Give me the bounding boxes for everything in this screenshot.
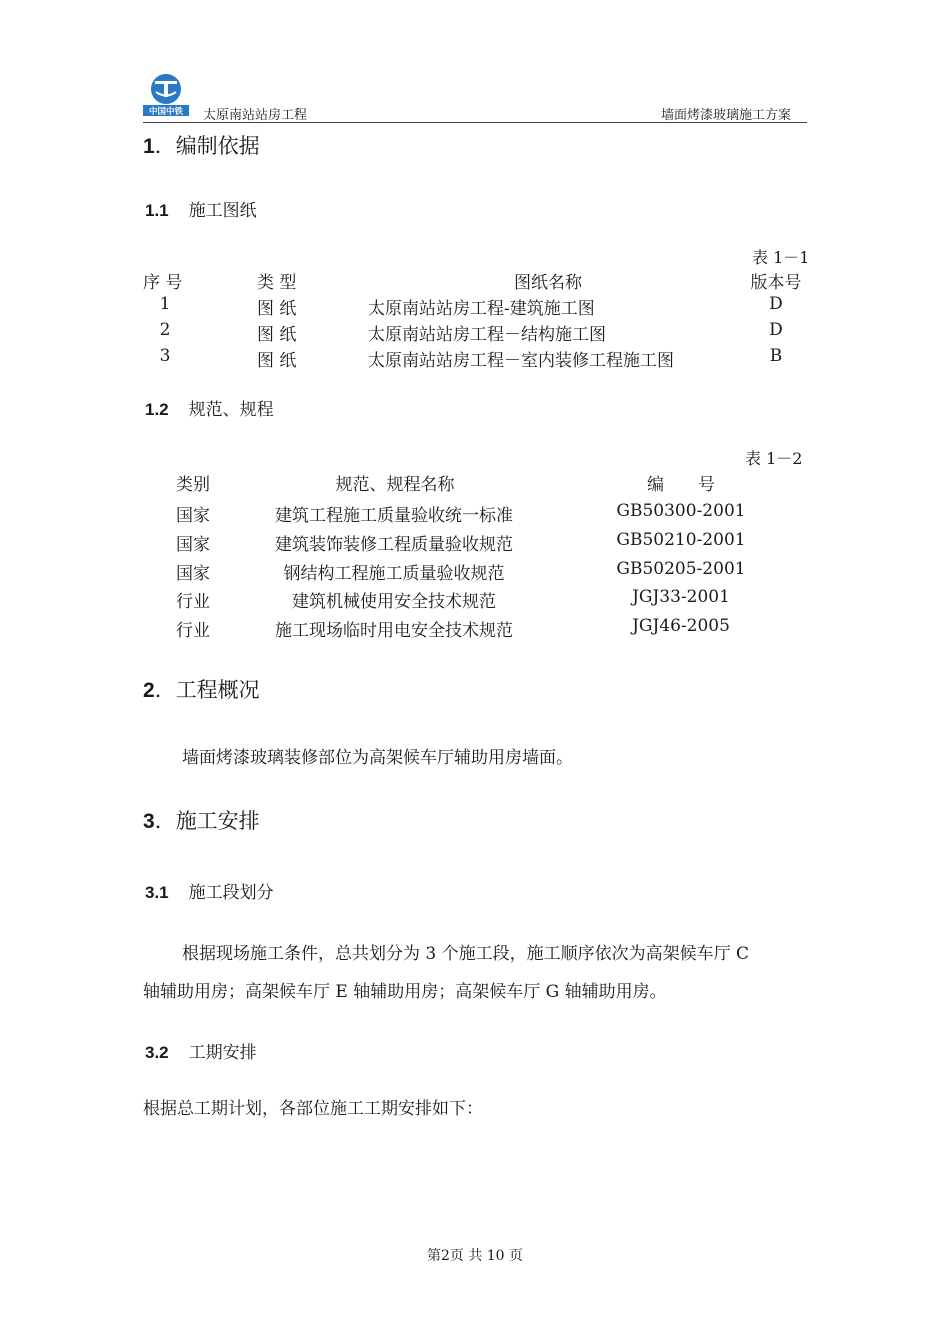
- header-cell-version: 版本号: [750, 273, 802, 293]
- cell-drawing-name: 太原南站站房工程－室内装修工程施工图: [368, 351, 674, 371]
- cell-standard-name: 建筑装饰装修工程质量验收规范: [275, 535, 513, 555]
- cell-standard-name: 施工现场临时用电安全技术规范: [275, 621, 513, 641]
- section-3-1-heading: [145, 878, 274, 903]
- cell-drawing-name: 太原南站站房工程-建筑施工图: [368, 299, 595, 319]
- section-1-1-heading: [145, 196, 257, 221]
- header-divider: [143, 122, 807, 123]
- section-number: 1.1: [145, 201, 169, 220]
- header-cell-standard-name: 规范、规程名称: [335, 475, 455, 495]
- cell-code: GB50300-2001: [616, 501, 746, 521]
- table-1-caption: 表 1－1: [752, 248, 810, 267]
- cell-version: D: [769, 320, 783, 340]
- cell-code: JGJ33-2001: [632, 587, 730, 607]
- section-title: 施工图纸: [188, 201, 257, 221]
- section-title: 工程概况: [175, 678, 260, 702]
- segment-paragraph-line-2: 轴辅助用房；高架候车厅 E 轴辅助用房；高架候车厅 G 轴辅助用房。: [143, 982, 667, 1002]
- table-2-caption: 表 1－2: [745, 449, 803, 468]
- header-project-name: 太原南站站房工程: [203, 108, 308, 123]
- section-number: 3.2: [145, 1043, 169, 1062]
- segment-paragraph-line-1: 根据现场施工条件，总共划分为 3 个施工段，施工顺序依次为高架候车厅 C: [182, 944, 750, 964]
- section-title: 施工安排: [175, 809, 260, 833]
- cell-category: 行业: [176, 621, 210, 641]
- section-3-heading: 3．施工安排: [143, 809, 260, 833]
- overview-paragraph: 墙面烤漆玻璃装修部位为高架候车厅辅助用房墙面。: [182, 748, 573, 768]
- header-cell-code: 编 号: [647, 475, 715, 495]
- section-1-2-heading: [145, 395, 274, 420]
- header-cell-drawing-name: 图纸名称: [514, 273, 582, 293]
- section-3-2-heading: [145, 1038, 257, 1063]
- cell-type: 图 纸: [257, 351, 297, 371]
- section-number: 3.1: [145, 883, 169, 902]
- cell-standard-name: 钢结构工程施工质量验收规范: [283, 564, 505, 584]
- cell-code: GB50210-2001: [616, 530, 746, 550]
- cell-version: B: [769, 346, 783, 366]
- cell-standard-name: 建筑机械使用安全技术规范: [292, 592, 496, 612]
- cell-category: 行业: [176, 592, 210, 612]
- section-number: 2: [143, 679, 155, 702]
- cell-category: 国家: [176, 535, 210, 555]
- section-number: 3: [143, 810, 155, 833]
- cell-type: 图 纸: [257, 325, 297, 345]
- cell-drawing-name: 太原南站站房工程－结构施工图: [368, 325, 606, 345]
- section-number: 1: [143, 135, 155, 158]
- section-title: 工期安排: [188, 1043, 257, 1063]
- cell-category: 国家: [176, 506, 210, 526]
- section-title: 编制依据: [175, 134, 260, 158]
- cell-code: GB50205-2001: [616, 559, 746, 579]
- section-number: 1.2: [145, 400, 169, 419]
- cell-version: D: [769, 294, 783, 314]
- schedule-paragraph: 根据总工期计划，各部位施工工期安排如下：: [143, 1099, 483, 1119]
- company-logo: [143, 72, 189, 116]
- page-number-footer: 第2页 共 10 页: [426, 1248, 524, 1264]
- section-2-heading: 2．工程概况: [143, 678, 260, 702]
- header-cell-category: 类别: [176, 475, 210, 495]
- section-1-heading: 1．编制依据: [143, 134, 260, 158]
- cell-type: 图 纸: [257, 299, 297, 319]
- header-cell-index: 序 号: [143, 273, 183, 293]
- cell-index: 3: [159, 346, 171, 366]
- cell-category: 国家: [176, 564, 210, 584]
- section-title: 施工段划分: [188, 883, 274, 903]
- cell-code: JGJ46-2005: [632, 616, 730, 636]
- header-cell-type: 类 型: [257, 273, 297, 293]
- cell-index: 2: [159, 320, 171, 340]
- header-document-title: 墙面烤漆玻璃施工方案: [661, 108, 792, 123]
- section-title: 规范、规程: [188, 400, 274, 420]
- cell-index: 1: [159, 294, 171, 314]
- cell-standard-name: 建筑工程施工质量验收统一标准: [275, 506, 513, 526]
- logo-text: 中国中铁: [148, 107, 184, 116]
